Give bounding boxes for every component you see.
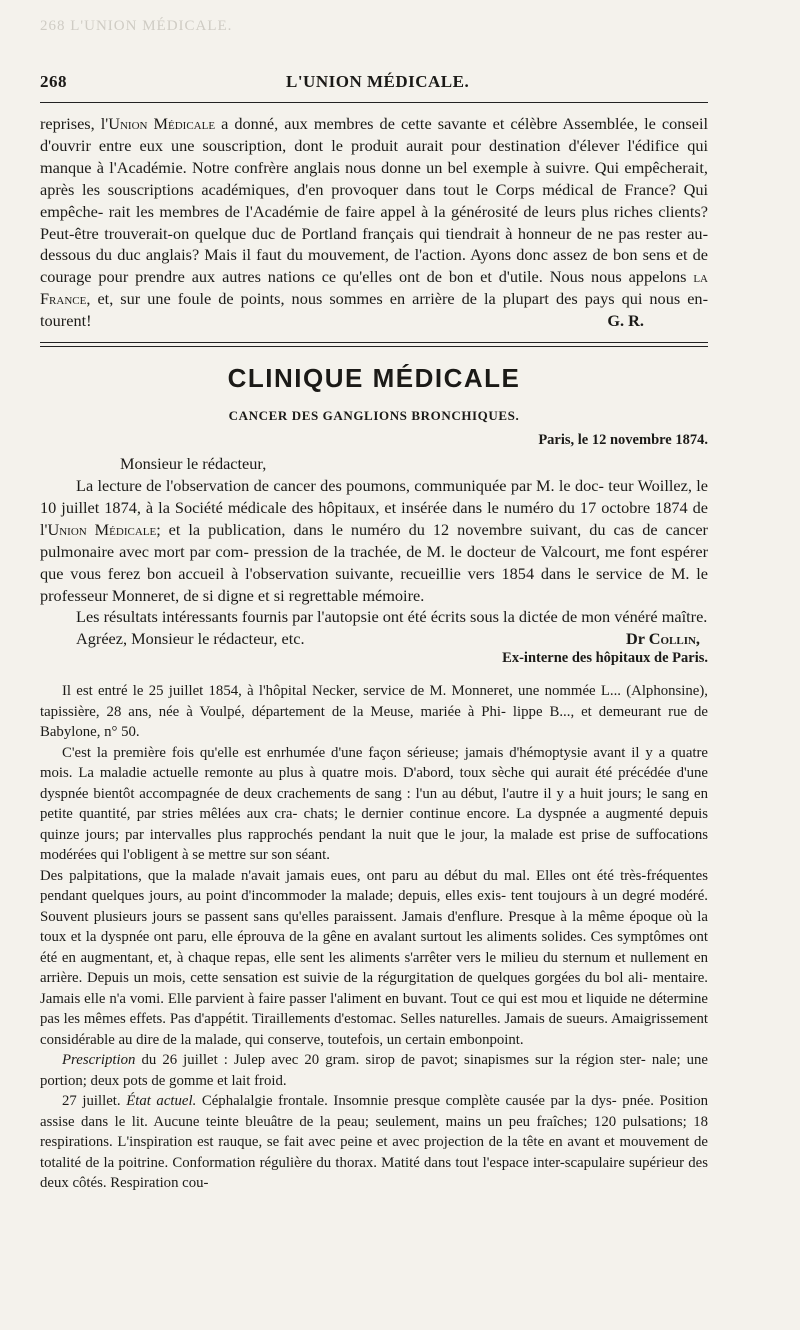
journal-name: Union Médicale <box>108 114 216 133</box>
signature-suffix: , <box>695 629 700 649</box>
author-title: Ex-interne des hôpitaux de Paris. <box>502 650 708 667</box>
signature-name: Collin <box>648 629 696 649</box>
article-subtitle: CANCER DES GANGLIONS BRONCHIQUES. <box>228 408 520 424</box>
page-number: 268 <box>40 72 67 91</box>
text-run: ; et la publication, dans le numéro du 12 novembre suivant, du cas de cancer pulmonaire avec mort par com- pression de la trachée, de M. le docteur de Valcourt, me font espérer que vous ferez bon accueil à l'observation suivante, recueillie vers 1854 dans le service de M. le professeur Monneret, de si digne et si regrettable mémoire. <box>40 519 708 605</box>
intro-section <box>40 113 708 332</box>
running-header <box>40 72 708 103</box>
report-paragraph <box>40 1091 708 1194</box>
prescription-label: Prescription <box>62 1052 136 1069</box>
closing-formula: Agréez, Monsieur le rédacteur, etc. <box>76 629 305 649</box>
journal-name-france: la France <box>40 267 708 309</box>
salutation: Monsieur le rédacteur, <box>120 454 267 474</box>
bleed-through-header <box>40 18 708 35</box>
report-paragraph: Des palpitations, que la malade n'avait jamais eues, ont paru au début du mal. Elles ont été très-fréquentes pendant quelques jours, au point d'incommoder la malade; depuis, elles exis- tent toujours à un degré modéré. Souvent plusieurs jours se passent sans qu'elles paraissent. Jamais d'enflure. Presque à la même époque où la toux et la dyspnée ont paru, elle éprouva de la gêne en avalant surtout les aliments solides. Ces symptômes ont été en augmentant, et, à chaque repas, elle sent les aliments s'arrêter vers le milieu du sternum et nullement en arrière. Depuis un mois, cette sensation est suivie de la régurgitation de quelques gorgées du bol ali- mentaire. Jamais elle n'a vomi. Elle parvient à faire passer l'aliment en buvant. Tout ce qui est mou et liquide ne détermine pas les mêmes effets. Pas d'appétit. Tiraillements d'estomac. Selles naturelles. Jamais de sueurs. Amaigrissement considérable au dire de la malade, qui conserve, toutefois, un certain embonpoint. <box>40 867 708 1048</box>
report-paragraph <box>40 1050 708 1091</box>
report-paragraph: Il est entré le 25 juillet 1854, à l'hôpital Necker, service de M. Monneret, une nommée L... (Alphonsine), tapissière, 28 ans, née à Voulpé, département de la Meuse, mariée à Phi- lippe B..., et demeurant rue de Babylone, n° 50. <box>40 683 708 741</box>
text-run: , et, sur une foule de points, nous sommes en arrière de la plupart des pays qui nous en- tourent! <box>40 289 708 331</box>
state-label: État actuel. <box>126 1093 197 1110</box>
text-run: Céphalalgie frontale. Insomnie presque complète causée par la dys- pnée. Position assise dans le lit. Aucune teinte bleuâtre de la peau; seulement, mains un peu fraîches; 120 pulsations; 18 respirations. L'inspiration est rauque, se fait avec peine et avec projection de la tête en avant et mouvement de totalité de la poitrine. Conformation régulière du thorax. Matité dans tout l'espace inter-scapulaire supérieur des deux côtés. Respiration cou- <box>40 1093 708 1192</box>
case-report <box>40 681 708 1194</box>
letter-paragraph <box>40 475 708 606</box>
signature-prefix: Dr <box>625 629 649 649</box>
text-run: La lecture de l'observation de cancer des poumons, communiquée par M. le doc- teur Woillez, le 10 juillet 1874, à la Société médicale des hôpitaux, et insérée dans le numéro du 17 octobre 1874 de l' <box>40 475 708 539</box>
closing-row <box>40 628 708 650</box>
letter-paragraph: Les résultats intéressants fournis par l'autopsie ont été écrits sous la dictée de mon vénéré maître. <box>76 607 708 627</box>
entry-date: 27 juillet. <box>62 1093 127 1110</box>
text-run: reprises, l' <box>40 114 109 133</box>
section-divider <box>40 342 708 347</box>
letter-date: Paris, le 12 novembre 1874. <box>538 432 708 449</box>
bleed-through-text: 268 L'UNION MÉDICALE. <box>40 18 233 34</box>
text-run: du 26 juillet : Julep avec 20 gram. sirop de pavot; sinapismes sur la région ster- nale; une portion; deux pots de gomme et lait froid. <box>40 1052 708 1089</box>
author-signature <box>626 628 708 650</box>
report-paragraph: C'est la première fois qu'elle est enrhumée d'une façon sérieuse; jamais d'hémoptysie avant il y a quatre mois. La maladie actuelle remonte au plus à quatre mois. D'abord, toux sèche qui aurait été précédée d'une dyspnée bientôt accompagnée de deux crachements de sang : l'un au début, l'autre il y a huit jours; le sang en petite quantité, par stries mêlées aux cra- chats; le dernier continue encore. La dyspnée a augmenté depuis quinze jours; par intervalles plus rapprochés pendant la nuit que le jour, la malade est prise de suffocations modérées qui l'obligent à se mettre sur son séant. <box>40 744 708 864</box>
intro-signature: G. R. <box>607 311 644 331</box>
text-run: a donné, aux membres de cette savante et célèbre Assemblée, le conseil d'ouvrir entre eux une souscription, dont le produit aurait pour destination d'élever l'édifice qui manque à l'Académie. Notre confrère anglais nous donne un bel exemple à suivre. Qui empêcherait, après les souscriptions académiques, d'en provoquer dans tout le Corps médical de France? Qui empêche- rait les membres de l'Académie de faire appel à la générosité de leurs plus riches clients? Peut-être trouverait-on quelque duc de Portland français qui tiendrait à honneur de ne pas rester au-dessous du duc anglais? Mais il faut du mouvement, de l'action. Ayons donc assez de bon sens et de courage pour prendre aux autres nations ce qu'elles ont de bon et d'utile. Nous nous appelons <box>40 114 708 287</box>
section-title: CLINIQUE MÉDICALE <box>227 363 521 394</box>
intro-paragraph <box>40 113 708 332</box>
journal-name: Union Médicale <box>47 519 157 539</box>
letter-section <box>40 432 708 667</box>
journal-title: L'UNION MÉDICALE. <box>286 72 470 91</box>
